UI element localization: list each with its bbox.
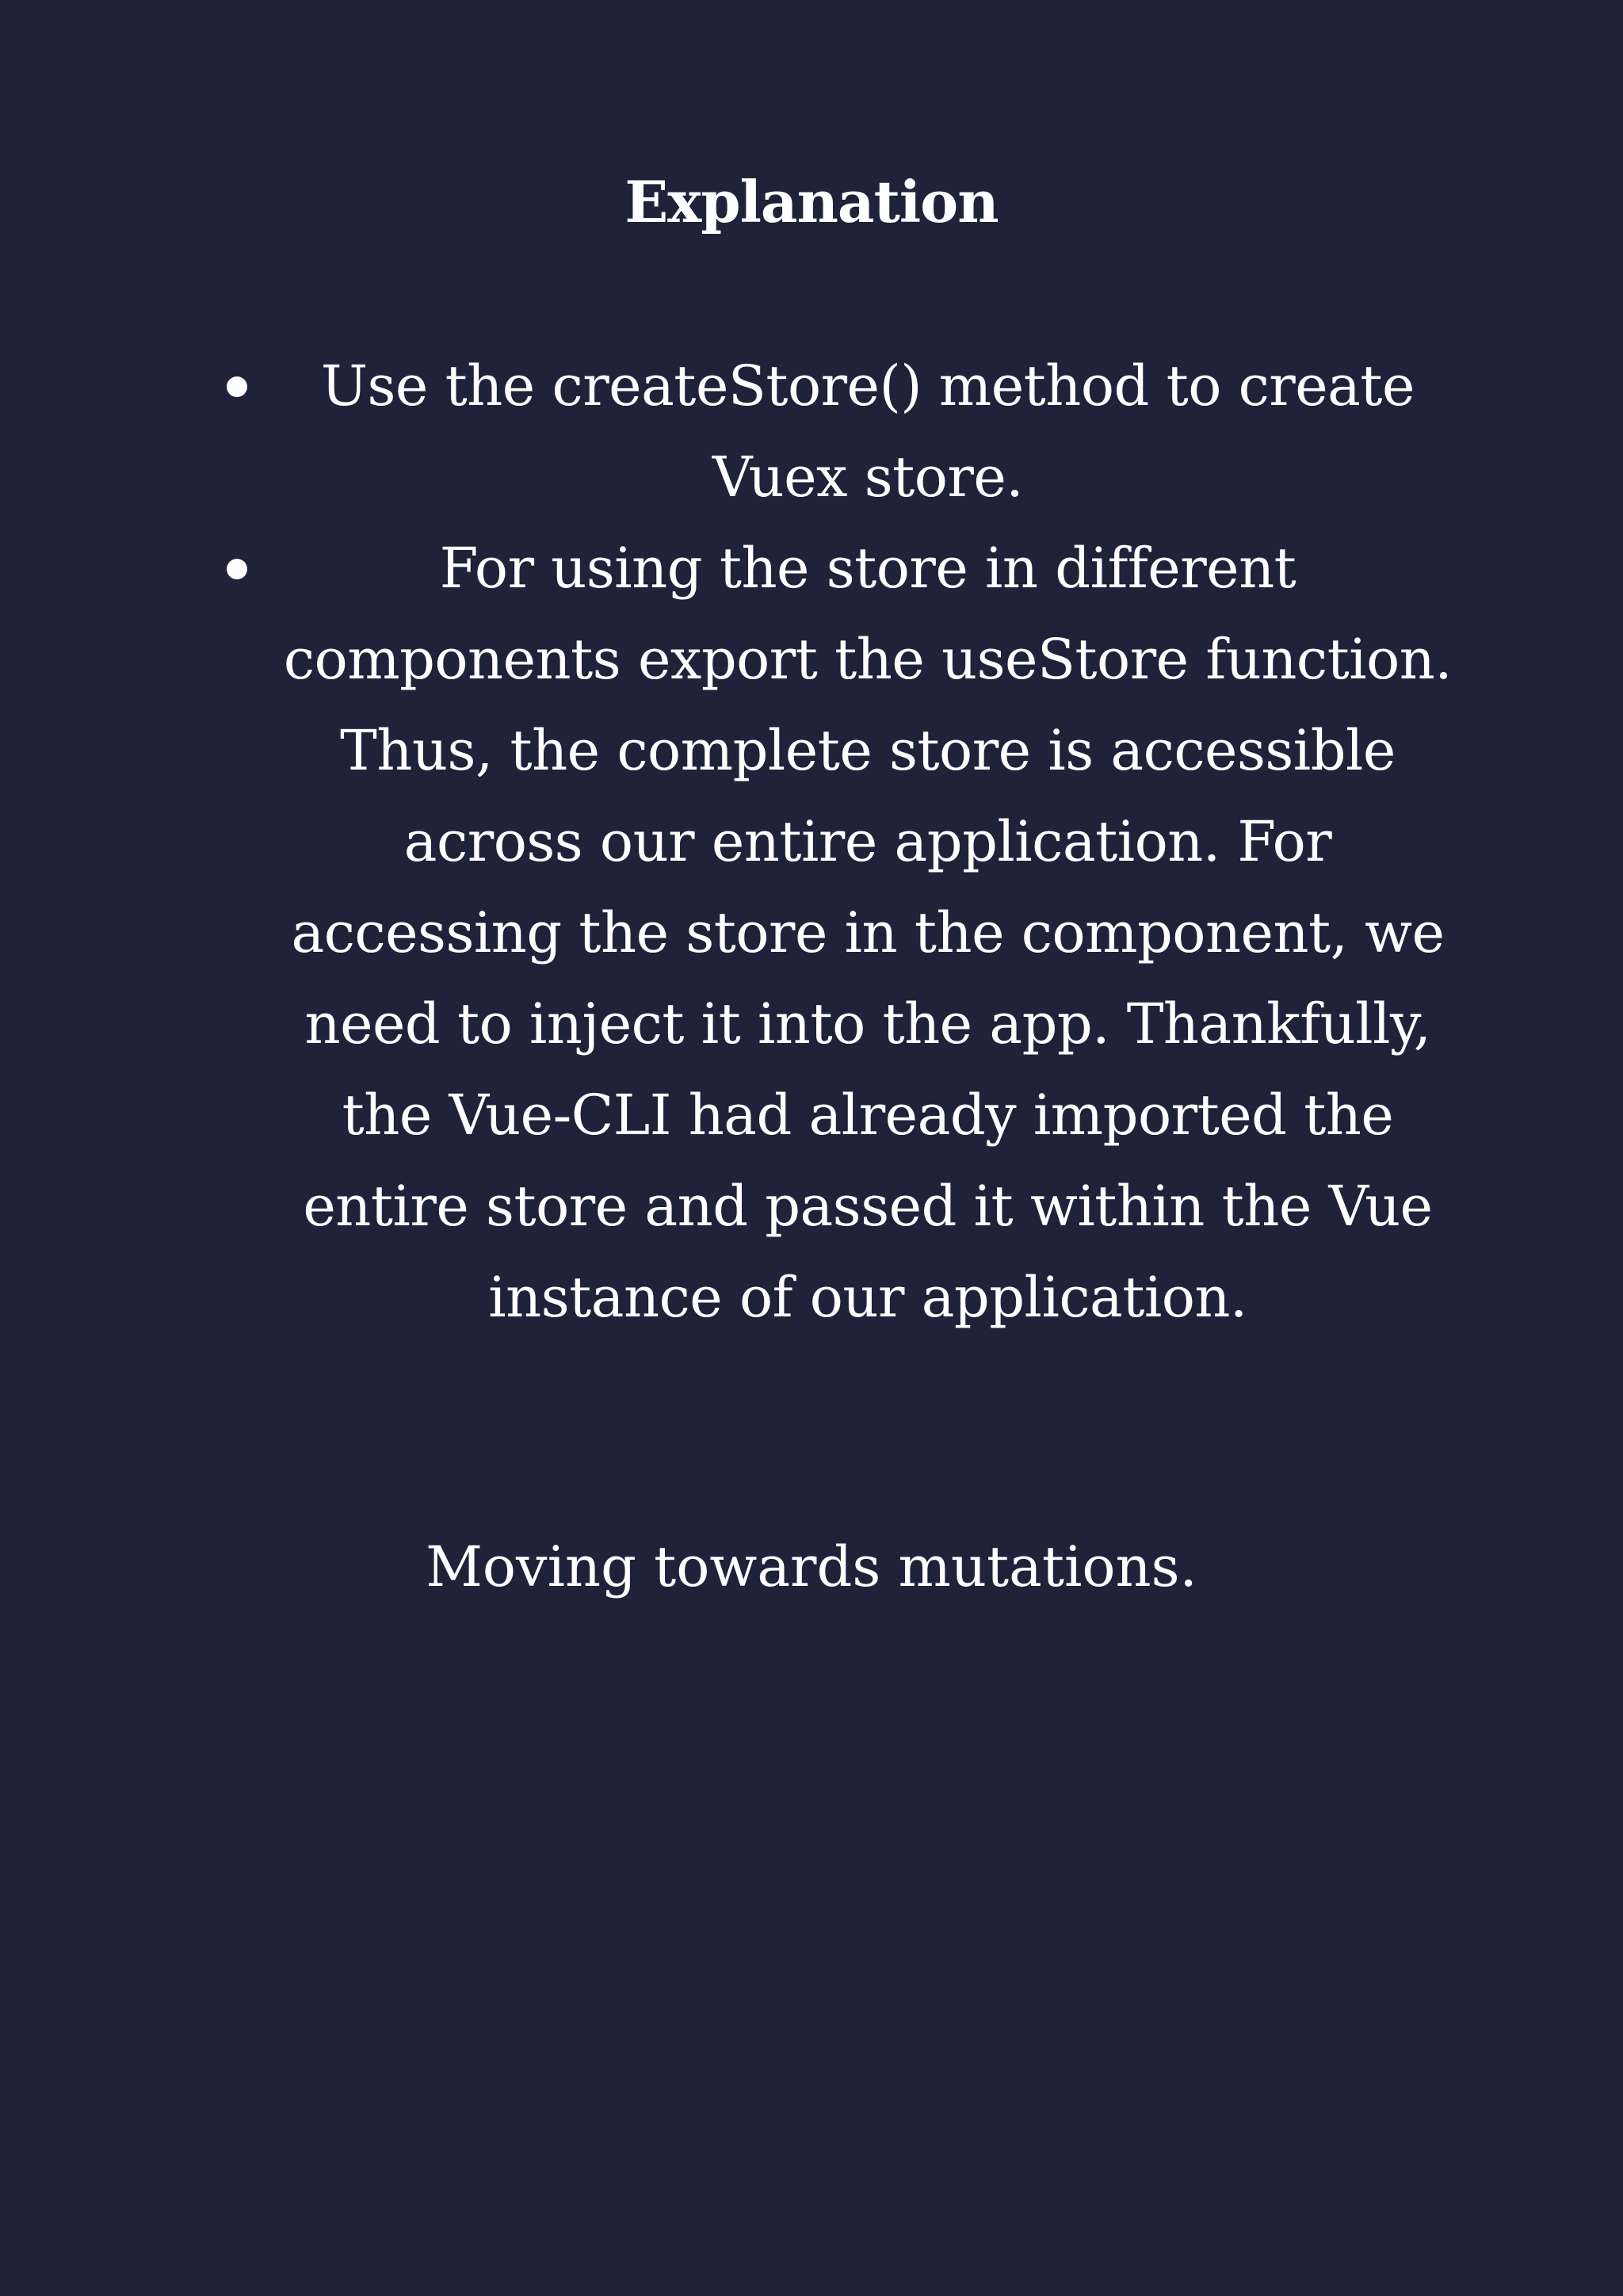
list-item-text: For using the store in different components export the useStore function. Thus, the complete store is accessible across our entire application. For accessing the store in the component, we need to inject it into the app. Thankfully, the Vue-CLI had already imported the entire store and passed it within the Vue instance of our application. bbox=[283, 536, 1453, 1330]
list-item-text: Use the createStore() method to create Vuex store. bbox=[321, 353, 1415, 510]
closing-text: Moving towards mutations. bbox=[426, 1534, 1197, 1599]
bullet-icon bbox=[227, 559, 247, 579]
bullet-icon bbox=[227, 376, 247, 397]
page-title: Explanation bbox=[624, 168, 999, 235]
